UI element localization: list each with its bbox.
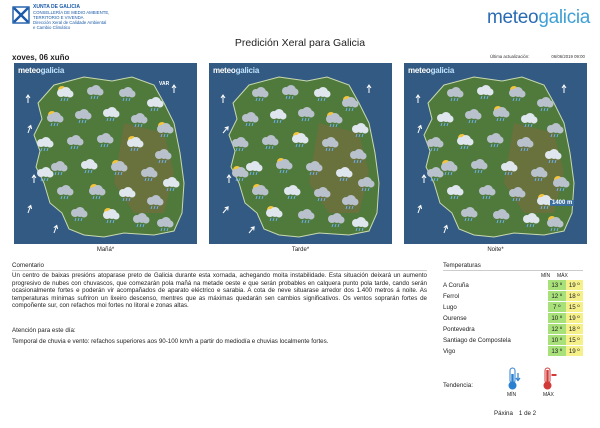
map-brand-part2: galicia [40,66,65,75]
map-var-label: VAR [159,81,170,87]
min-temp: 7 º [548,302,566,312]
city-name: A Coruña [443,281,469,289]
xunta-line: Dirección Xeral de Calidade Ambiental [33,20,107,25]
city-name: Vigo [443,347,456,355]
city-name: Pontevedra [443,325,475,333]
page-value: 1 de 2 [518,410,537,417]
galicia-map-image [404,63,587,244]
table-row [443,324,583,334]
min-temp: 10 º [548,313,566,323]
map-brand-part2: galicia [235,66,260,75]
city-name: Lugo [443,303,457,311]
max-temp: 19 º [566,346,584,356]
min-column-header: MÍN [541,273,551,279]
city-name: Ferrol [443,292,460,300]
city-name: Ourense [443,314,467,322]
map-label-morning: Mañá* [96,247,115,253]
map-label-night: Noite* [487,247,504,253]
xunta-line: CONSELLERÍA DE MEDIO AMBIENTE, [33,10,110,15]
map-brand-part2: galicia [430,66,455,75]
map-brand-part1: meteo [408,66,431,75]
city-name: Santiago de Compostela [443,336,511,344]
table-row [443,291,583,301]
min-temp: 10 º [548,335,566,345]
min-temp: 13 º [548,280,566,290]
tendency-min-label: MÍN [507,392,517,398]
brand-part1: meteo [487,7,539,28]
xunta-name: XUNTA DE GALICIA [33,4,80,10]
max-temp: 19 º [566,313,584,323]
max-temp: 15 º [566,302,584,312]
max-temp: 15 º [566,335,584,345]
map-label-afternoon: Tarde* [291,247,310,253]
galicia-map-image [14,63,197,244]
thermometer-down-icon [505,367,523,391]
forecast-date: xoves, 06 xuño [12,53,70,62]
map-morning [14,63,197,244]
max-temp: 18 º [566,324,584,334]
min-temp: 12 º [548,324,566,334]
max-temp: 18 º [566,291,584,301]
thermometer-up-icon [540,367,558,391]
max-temp: 19 º [566,280,584,290]
page-title: Predición Xeral para Galicia [234,37,366,49]
brand-part2: galicia [538,7,591,28]
map-afternoon [209,63,392,244]
map-night [404,63,587,244]
attention-body: Temporal de chuvia e vento: refachos superiores aos 90-100 km/h a partir do mediodía e chuvias localmente fortes. [12,338,329,345]
map-brand [408,66,454,75]
comment-body: Un centro de baixas presións atoparase preto de Galicia durante esta xornada, achegando moita instabilidade. Esta situación deixará un aumento progresivo de nubes con chuvascos, que comezarán pola mañá na metade oeste e que serán probables en calquera punto pola tarde, cando serán ocasionalmente fortes e poderán vir acompañados de aparato eléctrico e sarabia. A cota de neve situarase arredor dos 1.400 metros á noite. As temperaturas mínimas sufriron un lixeiro descenso, mentres que as máximas quedarán sen cambios significativos. Os ventos soprarán fortes de compoñente sur, con refachos moi fortes no litoral e zonas altas. [12,272,427,310]
map-brand [18,66,64,75]
attention-heading: Atención para este día: [12,327,76,334]
tendency-label: Tendencia: [443,382,473,389]
snow-level-label: 1400 m [552,200,573,206]
table-row [443,302,583,312]
page-indicator [494,410,536,417]
xunta-line: TERRITORIO E VIVENDA [33,15,84,20]
last-updated-value: 06/06/2019 09:00 [551,54,585,59]
min-temp: 12 º [548,291,566,301]
comment-heading: Comentario [12,262,427,271]
last-updated-label: Última actualización: [490,54,530,59]
xunta-logo [12,5,32,25]
map-brand-part1: meteo [213,66,236,75]
xunta-line: e Cambio Climático [33,25,71,30]
xunta-text [33,5,133,30]
last-updated [488,54,585,59]
max-column-header: MÁX [557,273,568,279]
map-brand [213,66,259,75]
min-temp: 13 º [548,346,566,356]
map-brand-part1: meteo [18,66,41,75]
table-row [443,280,583,290]
temperature-table [443,279,583,357]
galicia-map-image [209,63,392,244]
table-row [443,346,583,356]
tendency-max-label: MÁX [543,392,554,398]
table-row [443,335,583,345]
temperatures-heading: Temperaturas [443,262,583,271]
page-label: Páxina [494,410,513,417]
meteogalicia-logo[interactable] [487,7,590,29]
table-row [443,313,583,323]
